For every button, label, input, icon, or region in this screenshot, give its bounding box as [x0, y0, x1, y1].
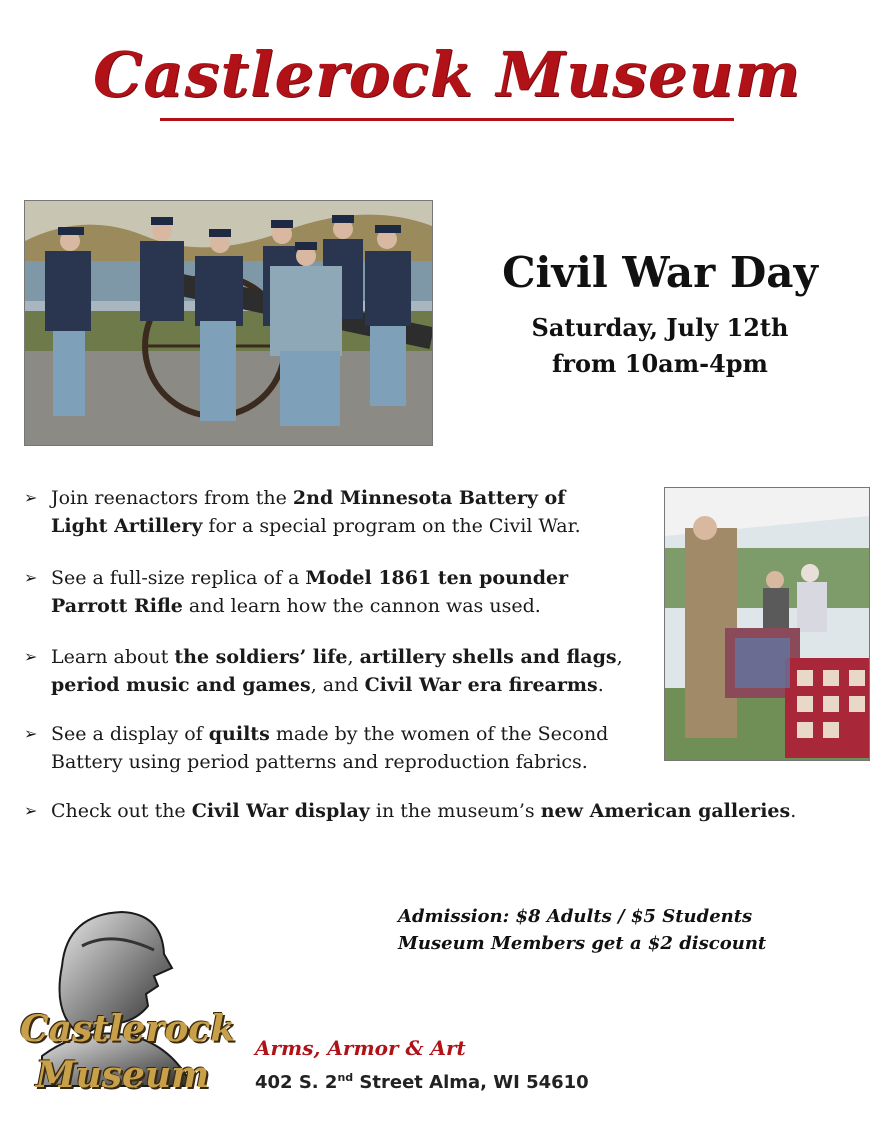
bullet-soldiers-life [24, 643, 664, 703]
member-discount: Museum Members get a $2 discount [398, 933, 767, 954]
bullet-text [51, 720, 608, 776]
bullet-reenactors [24, 484, 654, 544]
bullet-bold-run: artillery shells and flags [359, 646, 617, 668]
bullet-bold-run: Parrott Rifle [51, 595, 183, 617]
bullet-text-run: See a display of [51, 723, 209, 745]
bullet-text-run: made by the women of the Second [269, 723, 609, 745]
address-ordinal: nd [337, 1071, 354, 1084]
bullet-text [51, 484, 581, 540]
admission-info [398, 903, 868, 957]
bullet-bold-run: Civil War display [191, 800, 370, 822]
bullet-text-run: , and [310, 674, 365, 696]
bullet-bold-run: Model 1861 ten pounder [305, 567, 569, 589]
bullet-text-run: . [790, 800, 797, 822]
bullet-bold-run: 2nd Minnesota Battery of [292, 487, 566, 509]
reenactors-photo [24, 200, 433, 446]
logo-underline [160, 118, 734, 121]
logo-text-line2: Museum [35, 1054, 210, 1096]
bullet-text-run: Learn about [51, 646, 175, 668]
bullet-bold-run: period music and games [51, 674, 311, 696]
bullet-bold-run: Light Artillery [51, 515, 203, 537]
address [255, 1071, 589, 1093]
bullet-bold-run: new American galleries [540, 800, 791, 822]
event-date: Saturday, July 12th [531, 313, 789, 342]
quilts-photo [664, 487, 870, 761]
arrow-bullet-icon: ➢ [24, 724, 38, 743]
address-street-number: 402 S. 2 [255, 1072, 338, 1093]
bullet-text-run: and learn how the cannon was used. [182, 595, 541, 617]
bullet-bold-run: quilts [208, 723, 270, 745]
bullet-text-run: . [597, 674, 604, 696]
arrow-bullet-icon: ➢ [24, 568, 38, 587]
bullet-text-run: See a full-size replica of a [51, 567, 306, 589]
event-time: from 10am-4pm [552, 349, 768, 378]
bullet-parrott-rifle [24, 564, 654, 624]
bullet-text-run: Join reenactors from the [51, 487, 293, 509]
bullet-text [51, 797, 796, 825]
bullet-text-run: in the museum’s [369, 800, 541, 822]
bullet-bold-run: the soldiers’ life [174, 646, 348, 668]
event-title: Civil War Day [502, 248, 818, 297]
bullet-quilts [24, 720, 654, 780]
arrow-bullet-icon: ➢ [24, 801, 38, 820]
bullet-text [51, 564, 568, 620]
museum-logo-title: Castlerock Museum [92, 38, 802, 111]
admission-prices: Admission: $8 Adults / $5 Students [398, 906, 753, 927]
bullet-text-run: , [347, 646, 360, 668]
arrow-bullet-icon: ➢ [24, 488, 38, 507]
arrow-bullet-icon: ➢ [24, 647, 38, 666]
address-rest: Street Alma, WI 54610 [353, 1072, 589, 1093]
bullet-text [51, 643, 623, 699]
bullet-bold-run: Civil War era firearms [364, 674, 598, 696]
bullet-text-run: Battery using period patterns and reproduction fabrics. [51, 751, 588, 773]
bullet-text-run: for a special program on the Civil War. [202, 515, 581, 537]
bullet-galleries [24, 797, 874, 827]
logo-text-line1: Castlerock [20, 1008, 236, 1050]
bullet-text-run: Check out the [51, 800, 192, 822]
tagline: Arms, Armor & Art [255, 1036, 466, 1060]
bullet-text-run: , [616, 646, 623, 668]
